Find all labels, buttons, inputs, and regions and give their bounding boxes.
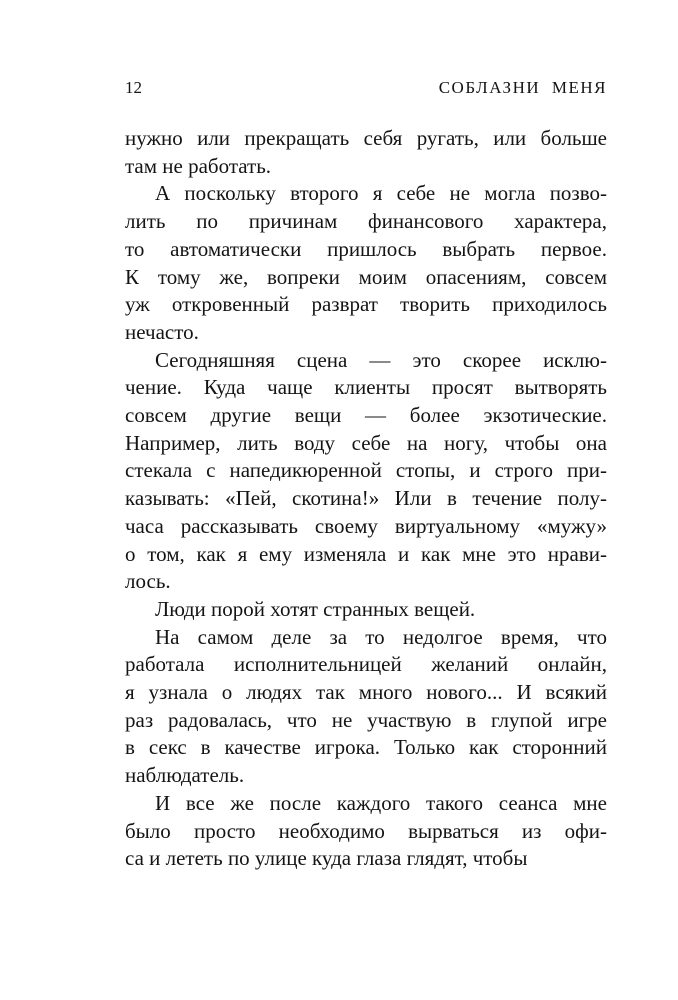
- text-line: К тому же, вопреки моим опасениям, совсем: [125, 264, 607, 289]
- paragraph: [125, 596, 607, 624]
- text-line: са и лететь по улице куда глаза глядят, чтобы: [125, 846, 528, 871]
- text-line: Люди порой хотят странных вещей.: [155, 596, 476, 621]
- text-line: уж откровенный разврат творить приходилось: [125, 292, 607, 317]
- paragraph: [125, 180, 607, 346]
- text-block: [125, 125, 607, 873]
- paragraph: [125, 790, 607, 873]
- paragraph: [125, 125, 607, 180]
- text-line: часа рассказывать своему виртуальному «мужу»: [125, 513, 607, 538]
- paragraph: [125, 624, 607, 790]
- text-line: А поскольку второго я себе не могла позво-: [155, 181, 607, 206]
- text-line: было просто необходимо вырваться из офи-: [125, 818, 607, 843]
- text-line: На самом деле за то недолгое время, что: [155, 624, 607, 649]
- text-line: нечасто.: [125, 319, 199, 344]
- text-line: Например, лить воду себе на ногу, чтобы она: [125, 430, 607, 455]
- text-line: лить по причинам финансового характера,: [125, 209, 607, 234]
- text-line: лось.: [125, 569, 171, 594]
- text-line: Сегодняшняя сцена — это скорее исклю-: [155, 347, 607, 372]
- text-line: я узнала о людях так много нового... И всякий: [125, 680, 607, 705]
- text-line: совсем другие вещи — более экзотические.: [125, 403, 607, 428]
- paragraph: [125, 347, 607, 596]
- text-line: стекала с напедикюренной стопы, и строго при-: [125, 458, 607, 483]
- text-line: наблюдатель.: [125, 763, 245, 788]
- text-line: раз радовалась, что не участвую в глупой игре: [125, 707, 607, 732]
- text-line: там не работать.: [125, 153, 272, 178]
- text-line: казывать: «Пей, скотина!» Или в течение полу-: [125, 486, 607, 511]
- text-line: работала исполнительницей желаний онлайн,: [125, 652, 607, 677]
- text-line: нужно или прекращать себя ругать, или больше: [125, 126, 607, 150]
- page-number: 12: [125, 78, 142, 97]
- text-line: чение. Куда чаще клиенты просят вытворять: [125, 375, 607, 400]
- text-line: то автоматически пришлось выбрать первое.: [125, 236, 607, 261]
- text-line: И все же после каждого такого сеанса мне: [155, 790, 607, 815]
- running-head: [125, 78, 607, 98]
- text-line: в секс в качестве игрока. Только как сторонний: [125, 735, 607, 760]
- text-line: о том, как я ему изменяла и как мне это нрави-: [125, 541, 607, 566]
- running-title: СОБЛАЗНИ МЕНЯ: [438, 78, 607, 97]
